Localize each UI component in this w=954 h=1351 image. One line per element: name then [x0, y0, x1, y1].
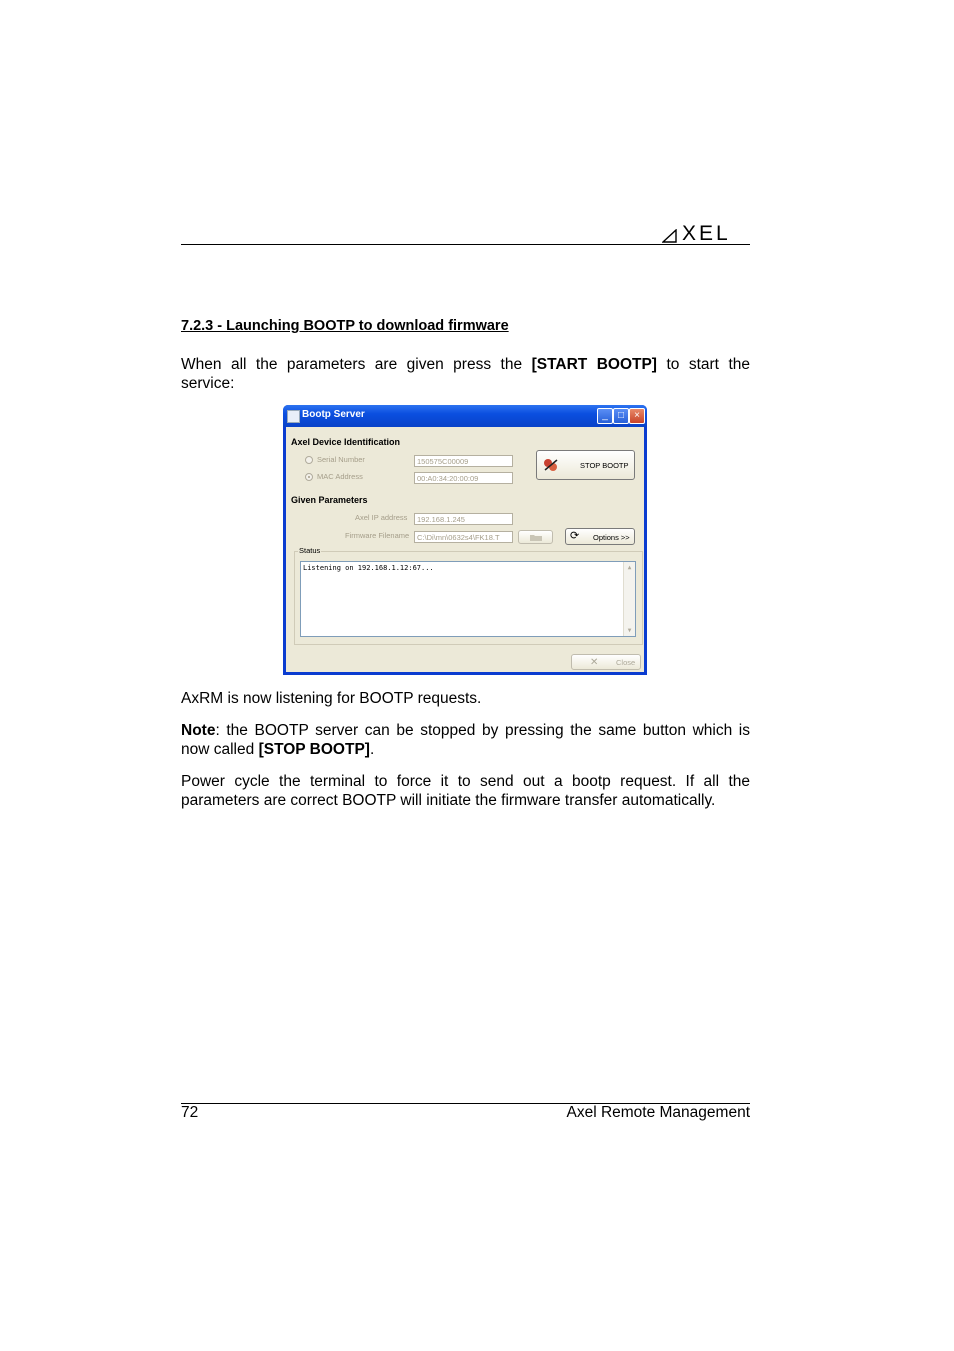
- note-stop-bootp: [STOP BOOTP]: [258, 741, 370, 758]
- app-icon: [287, 410, 300, 423]
- refresh-icon: ⟳: [570, 530, 580, 542]
- minimize-button[interactable]: _: [597, 408, 613, 424]
- paragraph-start-bootp: [181, 355, 750, 393]
- status-label: Status: [299, 546, 321, 555]
- footer-title: Axel Remote Management: [566, 1104, 750, 1121]
- mac-address-radio[interactable]: [305, 473, 313, 481]
- firmware-filename-label: Firmware Filename: [345, 531, 410, 540]
- window-client-area: [286, 427, 644, 672]
- mac-address-field[interactable]: 00:A0:34:20:00:09: [414, 472, 513, 484]
- device-identification-heading: Axel Device Identification: [291, 437, 401, 447]
- header-rule: [181, 244, 750, 245]
- serial-number-radio[interactable]: [305, 456, 313, 464]
- stop-bootp-button[interactable]: [536, 450, 635, 480]
- paragraph-listening: AxRM is now listening for BOOTP requests.: [181, 690, 482, 707]
- note-label: Note: [181, 722, 216, 739]
- window-titlebar: [283, 405, 647, 427]
- network-stop-icon: [542, 457, 560, 473]
- options-label: Options >>: [593, 533, 630, 542]
- stop-bootp-label: STOP BOOTP: [580, 461, 629, 470]
- firmware-filename-field[interactable]: C:\Di\mn\0632s4\FK18.T: [414, 531, 513, 543]
- section-title: 7.2.3 - Launching BOOTP to download firmware: [181, 318, 509, 334]
- note-end: .: [369, 741, 375, 758]
- p1-text-a: When all the parameters are given press the: [181, 356, 523, 373]
- scroll-down-icon[interactable]: ▼: [627, 627, 632, 634]
- folder-icon: [529, 533, 543, 542]
- scroll-up-icon[interactable]: ▲: [627, 564, 632, 571]
- status-textarea[interactable]: [300, 561, 636, 637]
- logo-text: XEL: [682, 222, 731, 245]
- close-x-icon: ✕: [590, 657, 599, 668]
- serial-number-label: Serial Number: [317, 455, 365, 464]
- p1-text-line2: service:: [181, 375, 235, 392]
- p1-text-b: to start the: [666, 356, 750, 373]
- page-number: 72: [181, 1104, 199, 1121]
- window-title: Bootp Server: [302, 409, 365, 420]
- paragraph-note: [181, 721, 750, 759]
- close-button[interactable]: [571, 654, 641, 670]
- status-message: Listening on 192.168.1.12:67...: [303, 564, 434, 572]
- axel-logo-a-icon: [662, 229, 684, 243]
- close-window-button[interactable]: ×: [629, 408, 645, 424]
- maximize-button[interactable]: □: [613, 408, 629, 424]
- serial-number-field[interactable]: 150575C00009: [414, 455, 513, 467]
- given-parameters-heading: Given Parameters: [291, 495, 368, 505]
- close-label: Close: [616, 658, 636, 667]
- status-scrollbar[interactable]: [623, 562, 635, 636]
- axel-logo: [662, 222, 750, 245]
- axel-ip-field[interactable]: 192.168.1.245: [414, 513, 513, 525]
- browse-firmware-button[interactable]: [518, 530, 553, 544]
- note-text: : the BOOTP server can be stopped by pressing the same button which is now called: [181, 722, 750, 758]
- bootp-server-window: [283, 405, 647, 675]
- axel-ip-label: Axel IP address: [355, 513, 408, 522]
- mac-address-label: MAC Address: [317, 472, 363, 481]
- p1-start-bootp: [START BOOTP]: [531, 356, 657, 373]
- options-button[interactable]: [565, 528, 635, 545]
- paragraph-power-cycle: Power cycle the terminal to force it to send out a bootp request. If all the parameters are correct BOOTP will initiate the firmware transfer automatically.: [181, 773, 750, 809]
